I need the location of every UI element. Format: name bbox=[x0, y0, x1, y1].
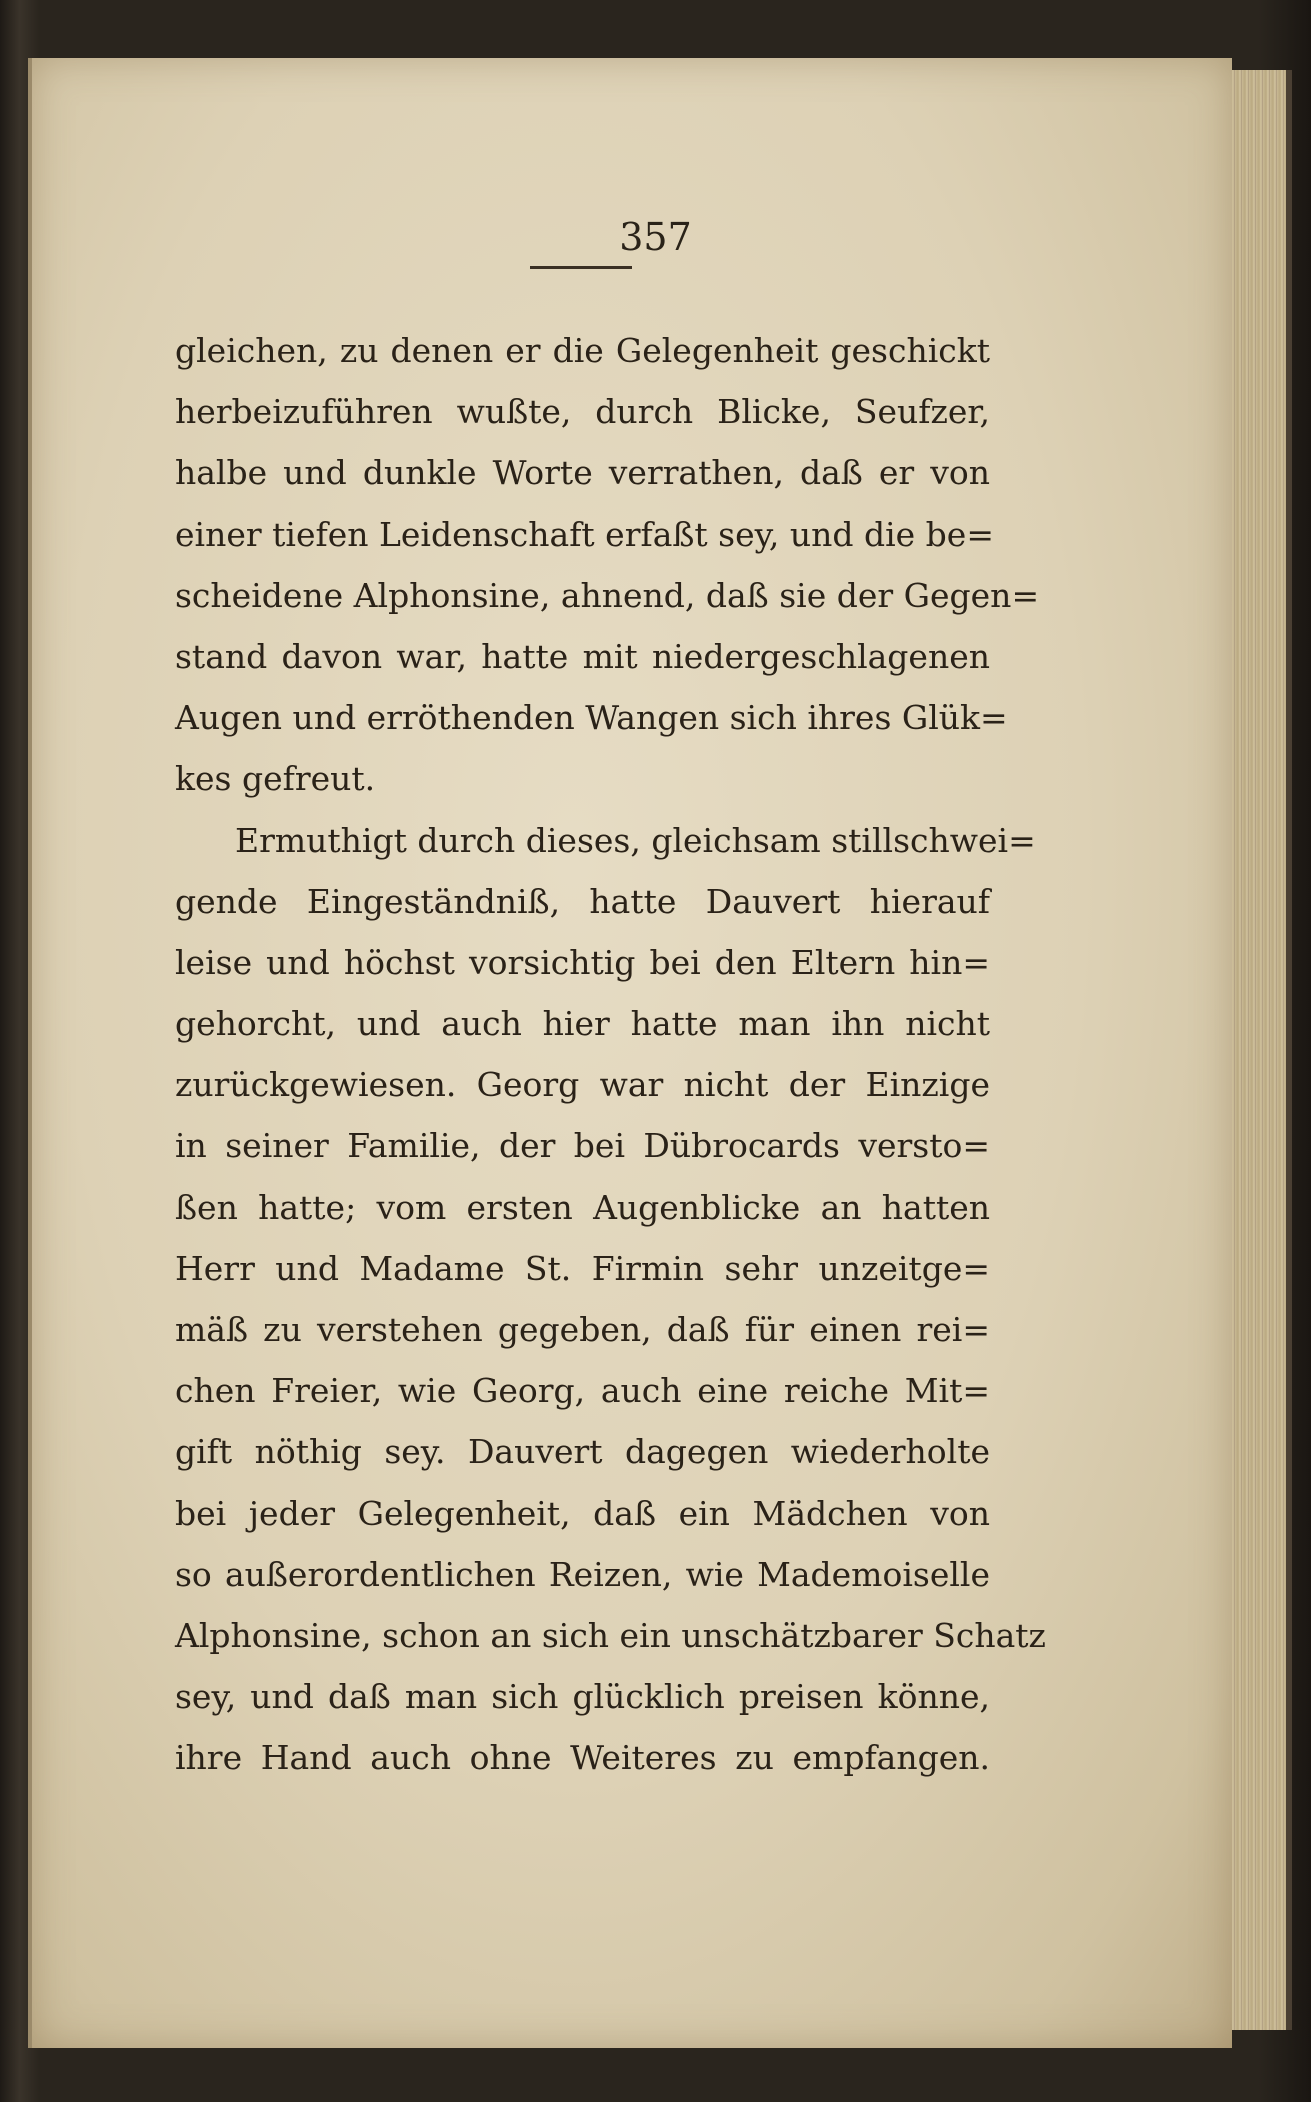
text-line: gift nöthig sey. Dauvert dagegen wiederholte bbox=[175, 1432, 990, 1472]
text-line: so außerordentlichen Reizen, wie Mademoiselle bbox=[175, 1554, 990, 1594]
text-line: gende Eingeständniß, hatte Dauvert hierauf bbox=[175, 881, 990, 921]
text-line: leise und höchst vorsichtig bei den Eltern hin= bbox=[175, 942, 990, 982]
text-line: einer tiefen Leidenschaft erfaßt sey, und die be= bbox=[175, 514, 994, 554]
text-line: ihre Hand auch ohne Weiteres zu empfangen. bbox=[175, 1738, 990, 1778]
text-line: kes gefreut. bbox=[175, 759, 376, 799]
text-line: zurückgewiesen. Georg war nicht der Einzige bbox=[175, 1065, 990, 1105]
page-number: 357 bbox=[619, 215, 692, 259]
text-line: ßen hatte; vom ersten Augenblicke an hatten bbox=[175, 1187, 990, 1227]
page-edges bbox=[1228, 70, 1292, 2030]
text-line: stand davon war, hatte mit niedergeschlagenen bbox=[175, 636, 990, 676]
text-line: herbeizuführen wußte, durch Blicke, Seufzer, bbox=[175, 392, 990, 432]
text-line: chen Freier, wie Georg, auch eine reiche Mit= bbox=[175, 1371, 990, 1411]
text-line: sey, und daß man sich glücklich preisen könne, bbox=[175, 1677, 990, 1717]
text-line: gleichen, zu denen er die Gelegenheit geschickt bbox=[175, 331, 990, 370]
text-line: scheidene Alphonsine, ahnend, daß sie der Gegen= bbox=[175, 575, 1040, 615]
text-line: Herr und Madame St. Firmin sehr unzeitge= bbox=[175, 1248, 990, 1288]
text-line: Augen und erröthenden Wangen sich ihres Glük= bbox=[175, 698, 1008, 738]
text-line: Alphonsine, schon an sich ein unschätzbarer Schatz bbox=[175, 1615, 1046, 1655]
text-line: mäß zu verstehen gegeben, daß für einen rei= bbox=[175, 1310, 990, 1349]
text-line: halbe und dunkle Worte verrathen, daß er von bbox=[175, 453, 990, 493]
page-number-rule bbox=[530, 266, 632, 269]
text-line: gehorcht, und auch hier hatte man ihn nicht bbox=[175, 1004, 990, 1044]
text-line: bei jeder Gelegenheit, daß ein Mädchen von bbox=[175, 1493, 990, 1533]
body-text bbox=[175, 320, 1046, 1789]
text-line: in seiner Familie, der bei Dübrocards versto= bbox=[175, 1126, 990, 1166]
text-line: Ermuthigt durch dieses, gleichsam stillschwei= bbox=[235, 820, 1036, 860]
